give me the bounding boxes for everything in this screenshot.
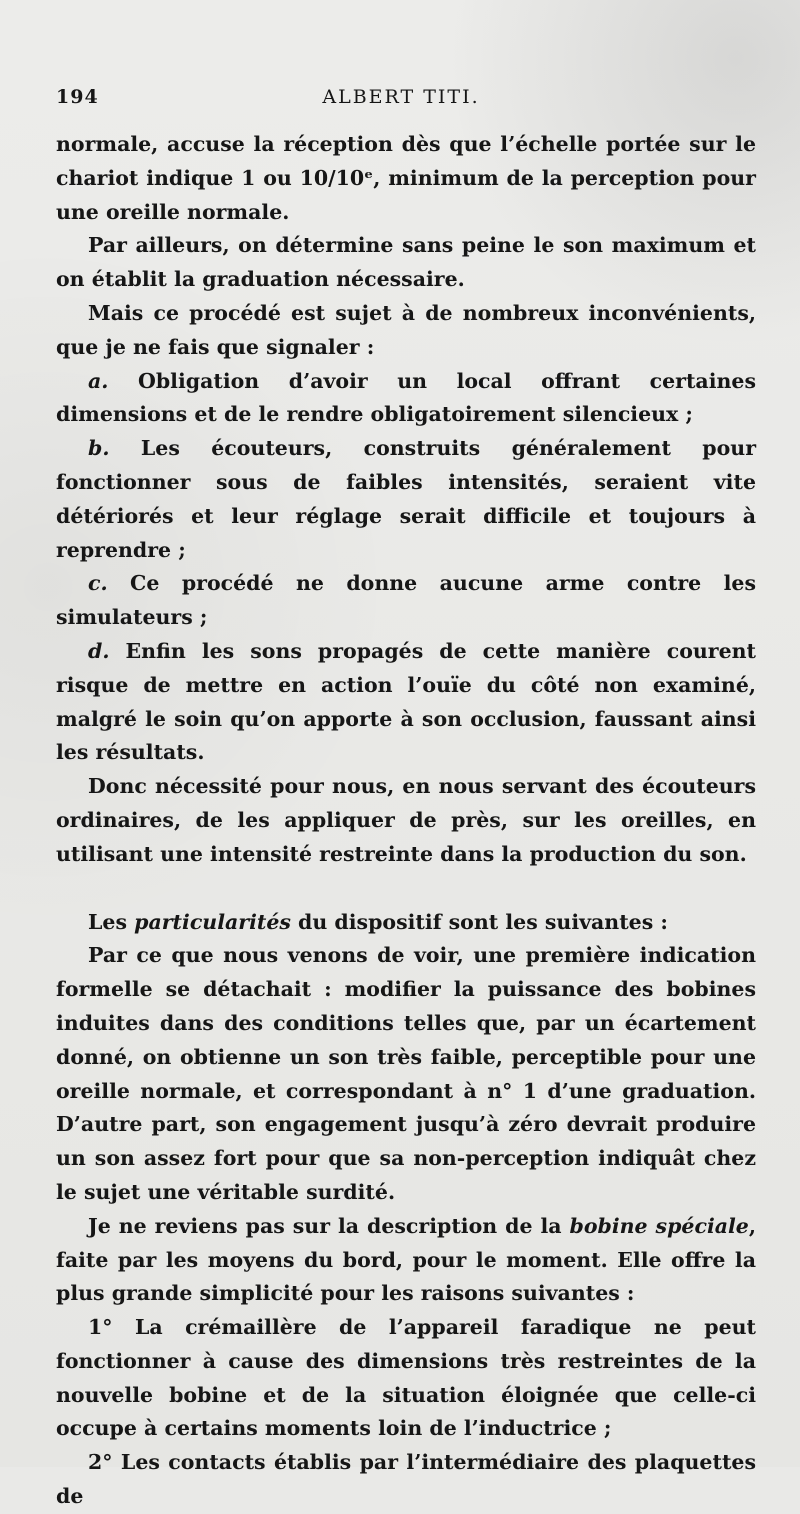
paragraph-11-end: , faite par les moyens du bord, pour le moment. Elle offre la plus grande simplicité pour les raisons suivantes : xyxy=(56,1213,756,1306)
paragraph-11 xyxy=(56,1210,756,1311)
list-marker-b: b. xyxy=(88,436,110,461)
list-item-d xyxy=(56,635,756,770)
paragraph-10: Par ce que nous venons de voir, une première indication formelle se détachait : modifier la puissance des bobines induites dans des conditions telles que, par un écartement donné, on obtienne un son très faible, perceptible pour une oreille normale, et correspondant à n° 1 d’une graduation. D’autre part, son engagement jusqu’à zéro devrait produire un son assez fort pour que sa non-perception indiquât chez le sujet une véritable surdité. xyxy=(56,943,756,1204)
paragraph-9-italic: particularités xyxy=(134,909,291,934)
paragraph-9-end: du dispositif sont les suivantes : xyxy=(290,909,668,934)
page-number: 194 xyxy=(56,86,99,108)
paragraph-2: Par ailleurs, on détermine sans peine le son maximum et on établit la graduation nécessaire. xyxy=(56,233,756,292)
list-item-a xyxy=(56,365,756,433)
list-text-c: Ce procédé ne donne aucune arme contre les simulateurs ; xyxy=(56,571,756,630)
page-header xyxy=(56,86,746,116)
running-head: ALBERT TITI. xyxy=(322,86,480,108)
paragraph-8: Donc nécessité pour nous, en nous servant des écouteurs ordinaires, de les appliquer de près, sur les oreilles, en utilisant une intensité restreinte dans la production du son. xyxy=(56,774,756,866)
section-gap xyxy=(56,872,756,906)
paragraph-13: 2° Les contacts établis par l’intermédiaire des plaquettes de xyxy=(56,1450,756,1509)
body-text xyxy=(56,128,756,1514)
paragraph-9-start: Les xyxy=(88,909,135,934)
list-item-b xyxy=(56,432,756,567)
list-text-b: Les écouteurs, construits généralement pour fonctionner sous de faibles intensités, seraient vite détériorés et leur réglage serait difficile et toujours à reprendre ; xyxy=(56,436,756,562)
list-marker-a: a. xyxy=(88,368,109,393)
paragraph-3: Mais ce procédé est sujet à de nombreux inconvénients, que je ne fais que signaler : xyxy=(56,300,756,359)
paragraph-9 xyxy=(56,906,756,940)
paragraph-12: 1° La crémaillère de l’appareil faradique ne peut fonctionner à cause des dimensions très restreintes de la nouvelle bobine et de la situation éloignée que celle-ci occupe à certains moments loin de l’inductrice ; xyxy=(56,1315,756,1441)
list-text-d: Enfin les sons propagés de cette manière courent risque de mettre en action l’ouïe du côté non examiné, malgré le soin qu’on apporte à son occlusion, faussant ainsi les résultats. xyxy=(56,638,756,765)
paragraph-1: normale, accuse la réception dès que l’échelle portée sur le chariot indique 1 ou 10/10ᵉ, minimum de la perception pour une oreille normale. xyxy=(56,132,756,224)
list-item-c xyxy=(56,567,756,635)
list-text-a: Obligation d’avoir un local offrant certaines dimensions et de le rendre obligatoirement silencieux ; xyxy=(56,368,756,427)
paragraph-11-start: Je ne reviens pas sur la description de la xyxy=(88,1213,570,1238)
list-marker-c: c. xyxy=(88,571,108,596)
list-marker-d: d. xyxy=(88,638,110,663)
paragraph-11-italic: bobine spéciale xyxy=(569,1213,749,1238)
